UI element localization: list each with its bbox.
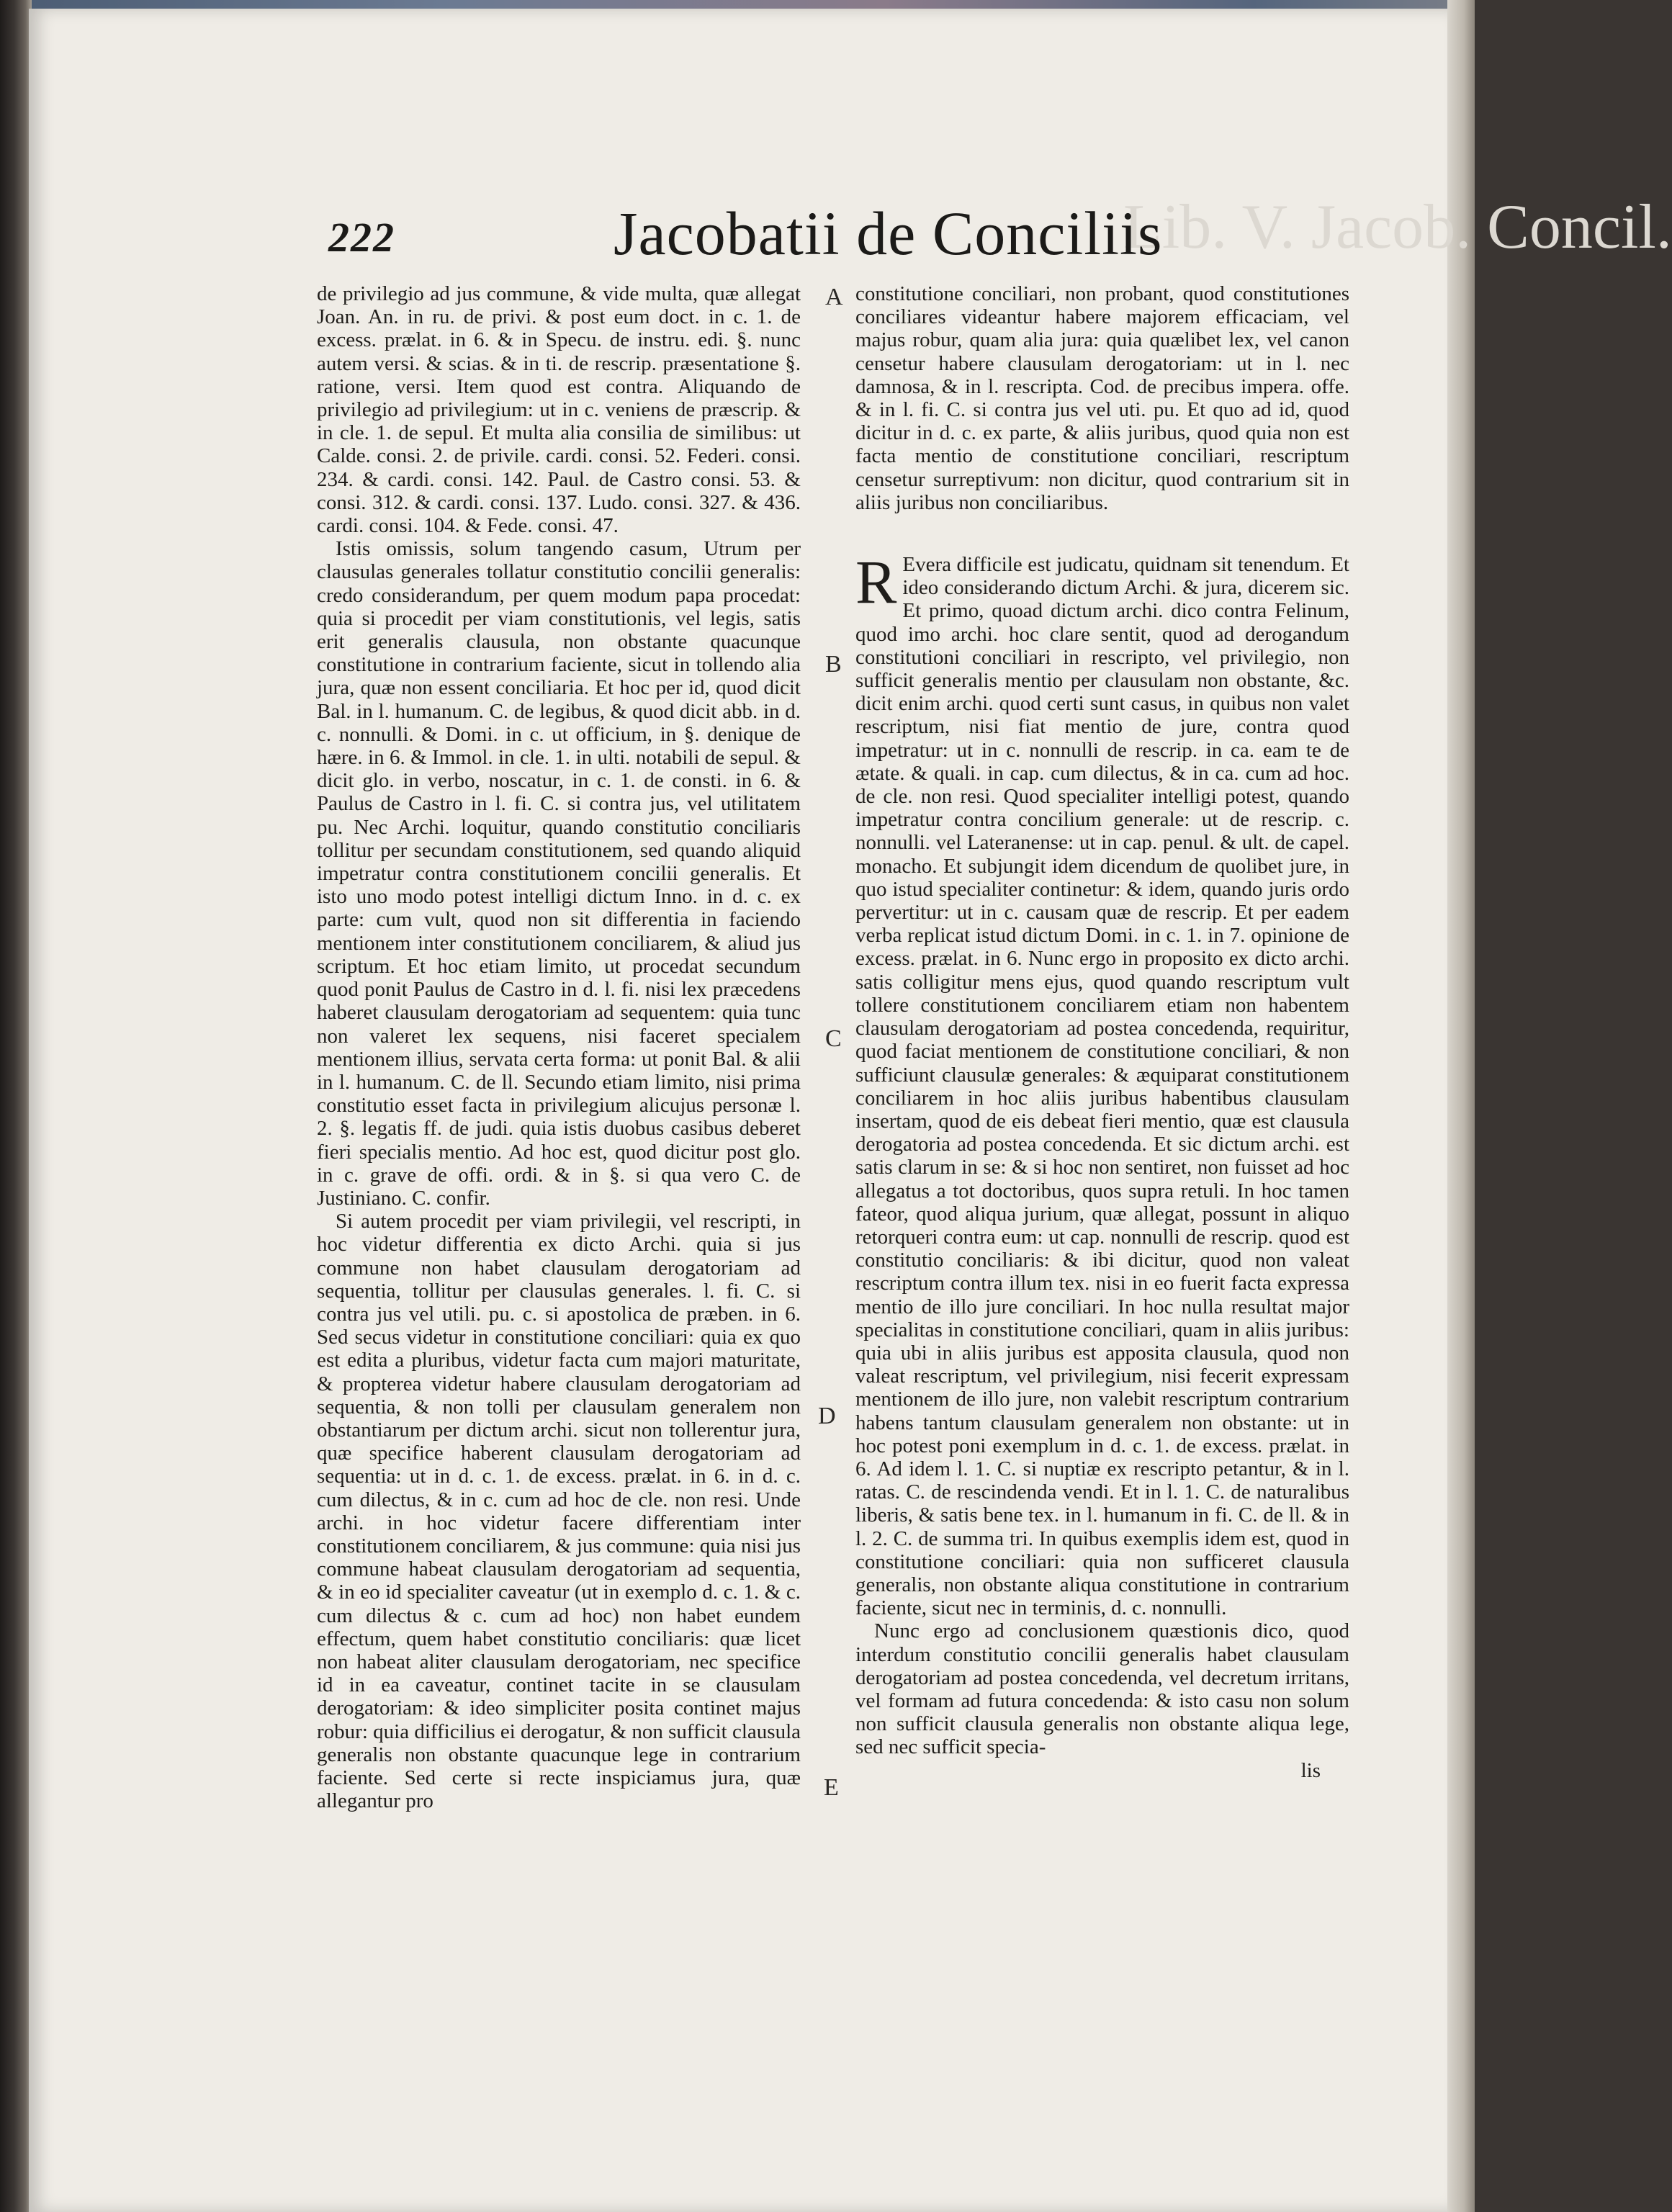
drop-cap: R [855, 547, 897, 617]
margin-letter-d: D [818, 1403, 836, 1429]
left-column [317, 282, 801, 1812]
page-number: 222 [328, 214, 395, 261]
catchword: lis [1300, 1758, 1321, 1782]
margin-letter-a: A [825, 284, 843, 310]
running-title: Jacobatii de Conciliis [613, 199, 1163, 268]
left-paragraph-1: de privilegio ad jus commune, & vide multa, quæ allegat Joan. An. in ru. de privi. & post eum doct. in c. 1. de excess. prælat. in 6. & in Specu. de instru. edi. §. nunc autem versi. & scias. & in ti. de rescrip. præsentatione §. ratione, versi. Item quod est contra. Aliquando de privilegio ad privilegium: ut in c. veniens de præscrip. & in cle. 1. de sepul. Et multa alia consilia de similibus: ut Calde. consi. 2. de privile. cardi. consi. 52. Federi. consi. 234. & cardi. consi. 142. Paul. de Castro consi. 53. & consi. 312. & cardi. consi. 137. Ludo. consi. 327. & 436. cardi. consi. 104. & Fede. consi. 47. [317, 282, 801, 538]
right-paragraph-1: constitutione conciliari, non probant, quod constitutiones conciliares videantur habere majorem efficaciam, vel majus robur, quam alia jura: quia quælibet lex, vel canon censetur habere clausulam derogatoriam: ut in l. nec damnosa, & in l. rescripta. Cod. de precibus impera. offe. & in l. fi. C. si contra jus vel uti. pu. Et quo ad id, quod dicitur in d. c. ex parte, & aliis juribus, quod quia non est facta mentio de constitutione conciliari, rescriptum censetur surreptivum: non dicitur, quod contrarium sit in aliis juribus non conciliaribus. [855, 282, 1349, 514]
right-paragraph-3: Nunc ergo ad conclusionem quæstionis dico, quod interdum constitutio concilii generalis habet clausulam derogatoriam ad postea concedenda, vel decretum irritans, vel formam ad futura concedenda: & isto casu non solum non sufficit clausula generalis non obstante aliqua lege, sed nec sufficit specia- [855, 1619, 1349, 1759]
show-through-title: Lib. V. Jacob. Concil. [1123, 192, 1672, 262]
book-edge-right [1447, 0, 1475, 2212]
margin-letter-c: C [825, 1025, 842, 1052]
book-spine [0, 0, 32, 2212]
right-paragraph-2 [855, 547, 1349, 1620]
left-paragraph-3: Si autem procedit per viam privilegii, vel rescripti, in hoc videtur differentia ex dicto Archi. quia si jus commune non habet clausulam derogatoriam ad sequentia, tollitur per clausulas generales. l. fi. C. si contra jus vel utili. pu. c. si apostolica de præben. in 6. Sed secus videtur in constitutione conciliari: quia ex quo est edita a pluribus, videtur facta cum majori maturitate, & propterea videtur habere clausulam derogatoriam ad sequentia, & non tolli per clausulam generalem non obstantiarum per dictum archi. sicut non tollerentur jura, quæ specifice haberent clausulam derogatoriam ad sequentia: ut in d. c. 1. de excess. prælat. in 6. in d. c. cum dilectus, & in c. cum ad hoc de cle. non resi. Unde archi. in hoc videtur facere differentiam inter constitutionem conciliarem, & jus commune: quia nisi jus commune habeat clausulam derogatoriam ad sequentia, & in eo id specialiter caveatur (ut in exemplo d. c. 1. & c. cum dilectus & c. cum ad hoc) non habet eundem effectum, quem habet constitutio conciliaris: quæ licet non habeat aliter clausulam derogatoriam, nec specifice id in ea caveatur, continet tacite in se clausulam derogatoriam: & ideo simpliciter posita continet majus robur: quia difficilius ei derogatur, & non sufficit clausula generalis non obstante quacunque lege in contrarium faciente. Sed certe si recte inspiciamus jura, quæ allegantur pro [317, 1210, 801, 1813]
left-paragraph-2: Istis omissis, solum tangendo casum, Utrum per clausulas generales tollatur constitutio concilii generalis: credo considerandum, per quem modum papa procedat: quia si procedit per viam constitutionis, vel legis, satis erit generalis clausula, non obstante quacunque constitutione in contrarium faciente, sicut in tollendo alia jura, quæ non essent conciliaria. Et hoc per id, quod dicit Bal. in l. humanum. C. de legibus, & quod dicit abb. in d. c. nonnulli. & Domi. in c. ut officium, in §. denique de hære. in 6. & Immol. in cle. 1. in ulti. notabili de sepul. & dicit glo. in verbo, noscatur, in c. 1. de consti. in 6. & Paulus de Castro in l. fi. C. si contra jus, vel utilitatem pu. Nec Archi. loquitur, quando constitutio conciliaris tollitur per secundam constitutionem, sed quando aliquid impetratur contra constitutionem concilii generalis. Et isto uno modo potest intelligi dictum Inno. in d. c. ex parte: cum vult, quod non sit differentia in faciendo mentionem inter constitutionem conciliarem, & aliud jus scriptum. Et hoc etiam limito, ut procedat secundum quod ponit Paulus de Castro in d. l. fi. nisi lex præcedens haberet clausulam derogatoriam ad sequentem: quia tunc non valeret lex sequens, nisi faceret specialem mentionem illius, servata certa forma: ut ponit Bal. & alii in l. humanum. C. de ll. Secundo etiam limito, nisi prima constitutio esset facta in privilegium alicujus personæ l. 2. §. legatis ff. de judi. quia istis duobus casibus deberet fieri specialis mentio. Ad hoc est, quod dicitur post glo. in c. grave de offi. ordi. & in §. si qua vero C. de Justiniano. C. confir. [317, 537, 801, 1210]
section-break [855, 514, 1349, 553]
right-paragraph-2-text: Evera difficile est judicatu, quidnam sit tenendum. Et ideo considerando dictum Archi. & jura, dicerem sic. Et primo, quoad dictum archi. dico contra Felinum, quod imo archi. hoc clare sentit, quod ad derogandum constitutioni conciliari in rescripto, vel privilegio, non sufficit generalis mentio per clausulam non obstante, &c. dicit enim archi. quod certi sunt casus, in quibus non valet rescriptum, nisi fiat mentio de jure, contra quod impetratur: ut in c. nonnulli de rescrip. in ca. eam te de ætate. & quali. in cap. cum dilectus, & in ca. cum ad hoc. de cle. non resi. Quod specialiter intelligi potest, quando impetratur contra concilium generale: ut de rescrip. c. nonnulli. vel Lateranense: ut in cap. penul. & ult. de capel. monacho. Et subjungit idem dicendum de quolibet jure, in quo istud specialiter continetur: & idem, quando juris ordo pervertitur: ut in c. causam quæ de rescrip. Et per eadem verba replicat istud dictum Domi. in c. 1. in 7. opinione de excess. prælat. in 6. Nunc ergo in proposito ex dicto archi. satis colligitur mens ejus, quod quando rescriptum vult tollere constitutionem conciliarem etiam non habentem clausulam derogatoriam ad postea concedenda, requiritur, quod faciat mentionem de constitutione conciliari, & non sufficiunt clausulæ generales: & æquiparat constitutionem conciliarem in hoc aliis juribus habentibus clausulam insertam, quod de eis debeat fieri mentio, quæ est clausula derogatoria ad postea concedenda. Et sic dictum archi. est satis clarum in se: & si hoc non sentiret, non fuisset ad hoc allegatus a tot doctoribus, quos supra retuli. In hoc tamen fateor, quod aliqua jurium, quæ allegat, possunt in aliquo retorqueri contra eum: ut cap. nonnulli de rescrip. quod est constitutio conciliaris: & ibi dicitur, quod non valeat rescriptum contra illum tex. nisi in eo fuerit facta expressa mentio de illo jure conciliari. In hoc nulla resultat major specialitas in constitutione conciliari, quam in aliis juribus: quia ubi in aliis juribus est apposita clausula, quod non valeat rescriptum, vel privilegium, nisi fecerit expressam mentionem de illo jure, non valebit rescriptum contrarium habens tantum clausulam generalem non obstante: ut in hoc potest poni exemplum in d. c. 1. de excess. prælat. in 6. Ad idem l. 1. C. si nuptiæ ex rescripto petantur, & in l. ratas. C. de rescindenda vendi. Et in l. 1. C. de naturalibus liberis, & satis bene tex. in l. humanum in fi. C. de ll. & in l. 2. C. de summa tri. In quibus exemplis idem est, quod in constitutione conciliari: quia non sufficeret clausula generalis, non obstante aliqua constitutione in contrarium faciente, sicut nec in terminis, d. c. nonnulli. [855, 553, 1349, 1620]
margin-letter-b: B [825, 651, 842, 678]
margin-letter-e: E [824, 1774, 839, 1801]
right-column [855, 282, 1349, 1782]
